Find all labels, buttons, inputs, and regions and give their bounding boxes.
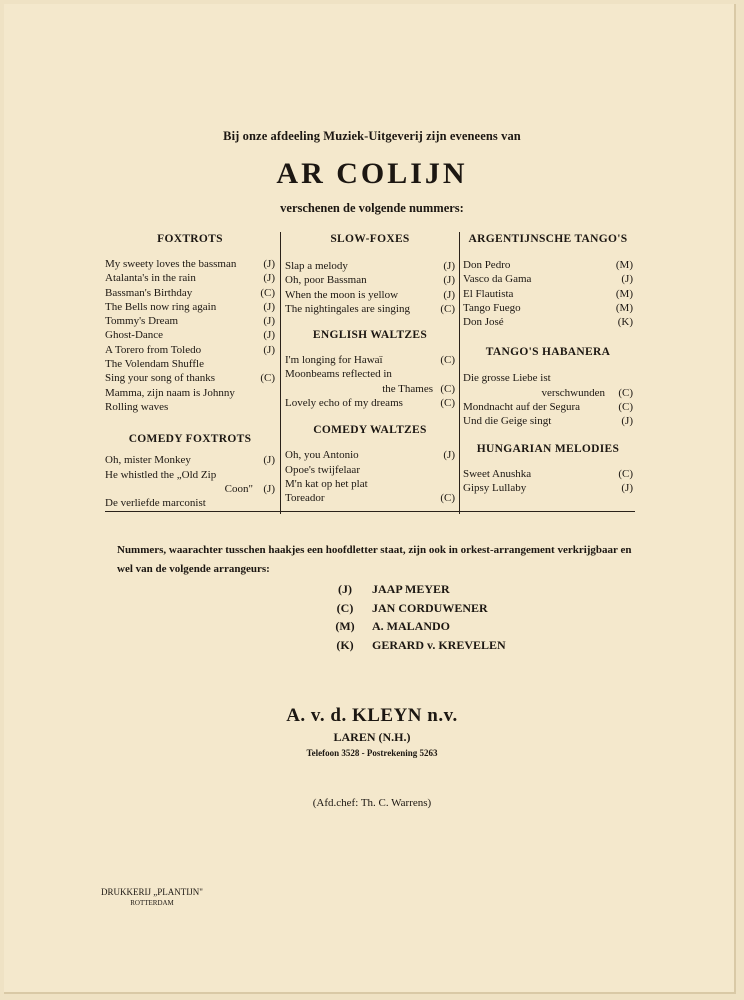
song-list — [105, 257, 275, 414]
catalog-column-3 — [463, 232, 633, 495]
list-item: Oh, mister Monkey (J) — [105, 454, 275, 467]
arrangement-note: Nummers, waarachter tusschen haakjes een hoofdletter staat, zijn ook in orkest-arrangement verkrijgbaar en wel van de volgende arrangeurs: — [117, 544, 632, 575]
list-item: Moonbeams reflected in (C) the Thames — [285, 368, 455, 395]
list-item: He whistled the „Old Zip (J) Coon" — [105, 468, 275, 495]
list-item: A Torero from Toledo (J) — [105, 343, 275, 356]
section-title: ENGLISH WALTZES — [312, 329, 428, 342]
list-item: Tango Fuego (M) — [463, 301, 633, 314]
list-item: Don José (K) — [463, 316, 633, 329]
list-item: Sing your song of thanks (C) — [105, 372, 275, 385]
list-item: When the moon is yellow (J) — [285, 288, 455, 301]
department-chief: (Afd.chef: Th. C. Warrens) — [312, 797, 432, 809]
publisher-city: LAREN (N.H.) — [333, 730, 411, 744]
section-title: COMEDY FOXTROTS — [128, 433, 252, 446]
arranger-row: (C) JAN CORDUWENER — [336, 600, 488, 615]
list-item: Slap a melody (J) — [285, 260, 455, 272]
list-item: Toreador (C) — [285, 492, 455, 505]
list-item: Lovely echo of my dreams (C) — [285, 397, 455, 410]
list-item: De verliefde marconist — [105, 497, 206, 510]
song-list — [463, 371, 633, 428]
arranger-row: (K) GERARD v. KREVELEN — [336, 637, 506, 652]
bottom-rule — [105, 511, 635, 512]
list-item: Opoe's twijfelaar — [285, 463, 360, 476]
list-item: Die grosse Liebe ist (C) verschwunden — [463, 372, 633, 399]
section-title: TANGO'S HABANERA — [485, 346, 611, 359]
catalog-column-2 — [285, 232, 455, 506]
list-item: Tommy's Dream (J) — [105, 315, 275, 328]
song-list — [463, 258, 633, 329]
arranger-list — [330, 582, 530, 656]
column-divider-left — [280, 232, 281, 514]
section-title: FOXTROTS — [157, 233, 223, 245]
list-item: Und die Geige singt (J) — [463, 415, 633, 428]
publisher-name: A. v. d. KLEYN n.v. — [286, 705, 458, 726]
catalog-column-1 — [105, 232, 275, 510]
song-list — [285, 448, 455, 505]
subintro-line: verschenen de volgende nummers: — [280, 201, 464, 215]
printer-imprint — [92, 887, 212, 909]
list-item: Oh, poor Bassman (J) — [285, 274, 455, 287]
list-item: El Flautista (M) — [463, 287, 633, 300]
printer-name: DRUKKERIJ „PLANTIJN" — [101, 887, 203, 897]
section-title: SLOW-FOXES — [330, 233, 410, 245]
list-item: Ghost-Dance (J) — [105, 329, 275, 342]
list-item: Gipsy Lullaby (J) — [463, 481, 633, 494]
arranger-row: (J) JAAP MEYER — [338, 582, 450, 596]
section-title: ARGENTIJNSCHE TANGO'S — [468, 233, 628, 245]
song-list — [463, 467, 633, 496]
list-item: Sweet Anushka (C) — [463, 467, 633, 480]
section-title: HUNGARIAN MELODIES — [476, 442, 620, 455]
list-item: Vasco da Gama (J) — [463, 273, 633, 286]
song-list — [105, 453, 275, 510]
list-item: Bassman's Birthday (C) — [105, 286, 275, 299]
song-list — [285, 259, 455, 316]
list-item: Rolling waves — [105, 400, 169, 413]
section-title: COMEDY WALTZES — [313, 424, 427, 437]
publisher-contact: Telefoon 3528 - Postrekening 5263 — [306, 748, 438, 758]
list-item: The Bells now ring again (J) — [105, 300, 275, 313]
printer-city: ROTTERDAM — [130, 899, 174, 907]
intro-line: Bij onze afdeeling Muziek-Uitgeverij zijn eveneens van — [223, 129, 521, 143]
song-list — [285, 353, 455, 410]
column-divider-right — [459, 232, 460, 514]
list-item: Oh, you Antonio (J) — [285, 449, 455, 462]
list-item: Atalanta's in the rain (J) — [105, 272, 275, 285]
composer-name: AR COLIJN — [276, 157, 468, 190]
list-item: I'm longing for Hawaï (C) — [285, 354, 455, 367]
list-item: Mamma, zijn naam is Johnny — [105, 386, 235, 399]
list-item: M'n kat op het plat — [285, 477, 368, 490]
list-item: The nightingales are singing (C) — [285, 302, 455, 315]
list-item: Don Pedro (M) — [463, 259, 633, 271]
list-item: Mondnacht auf der Segura (C) — [463, 401, 633, 414]
list-item: The Volendam Shuffle — [105, 358, 204, 371]
arranger-row: (M) A. MALANDO — [335, 619, 450, 633]
list-item: My sweety loves the bassman (J) — [105, 258, 275, 270]
